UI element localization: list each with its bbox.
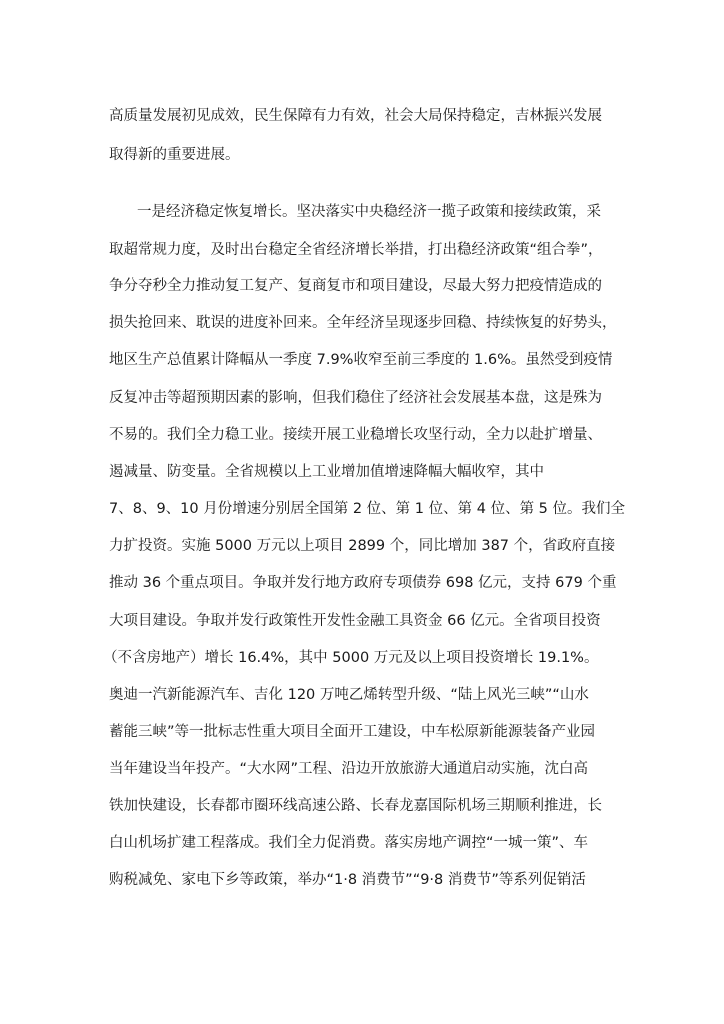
paragraph-line: 损失抢回来、耽误的进度补回来。全年经济呈现逐步回稳、持续恢复的好势头， (109, 315, 617, 331)
paragraph-line: 蓄能三峡”等一批标志性重大项目全面开工建设，中车松原新能源装备产业园 (109, 724, 596, 740)
paragraph-line: 大项目建设。争取并发行政策性开发性金融工具资金 66 亿元。全省项目投资 (109, 613, 601, 629)
paragraph-line: 高质量发展初见成效，民生保障有力有效，社会大局保持稳定，吉林振兴发展 (109, 108, 602, 124)
paragraph-line: 取得新的重要进展。 (109, 147, 240, 163)
paragraph-line: 取超常规力度，及时出台稳定全省经济增长举措，打出稳经济政策“组合拳”， (109, 242, 603, 258)
paragraph-line: （不含房地产）增长 16.4%，其中 5000 万元及以上项目投资增长 19.1%。 (103, 650, 599, 666)
paragraph-line: 力扩投资。实施 5000 万元以上项目 2899 个，同比增加 387 个，省政府直接 (109, 538, 616, 554)
paragraph-line: 遏减量、防变量。全省规模以上工业增加值增速降幅大幅收窄，其中 (109, 464, 544, 480)
paragraph-line: 争分夺秒全力推动复工复产、复商复市和项目建设，尽最大努力把疫情造成的 (109, 278, 602, 294)
paragraph-line: 不易的。我们全力稳工业。接续开展工业稳增长攻坚行动，全力以赴扩增量、 (109, 427, 602, 443)
paragraph-line: 购税减免、家电下乡等政策，举办“1·8 消费节”“9·8 消费节”等系列促销活 (109, 872, 586, 888)
paragraph-line: 反复冲击等超预期因素的影响，但我们稳住了经济社会发展基本盘，这是殊为 (109, 390, 602, 406)
paragraph-line: 铁加快建设，长春都市圈环线高速公路、长春龙嘉国际机场三期顺利推进，长 (109, 798, 602, 814)
paragraph-line: 白山机场扩建工程落成。我们全力促消费。落实房地产调控“一城一策”、车 (109, 835, 589, 851)
paragraph-line: 7、8、9、10 月份增速分别居全国第 2 位、第 1 位、第 4 位、第 5 位。我们全 (109, 501, 626, 517)
paragraph-line: 奥迪一汽新能源汽车、吉化 120 万吨乙烯转型升级、“陆上风光三峡”“山水 (109, 687, 589, 703)
paragraph-line-indented: 一是经济稳定恢复增长。坚决落实中央稳经济一揽子政策和接续政策，采 (137, 204, 601, 220)
paragraph-line: 地区生产总值累计降幅从一季度 7.9%收窄至前三季度的 1.6%。虽然受到疫情 (109, 352, 613, 368)
paragraph-line: 推动 36 个重点项目。争取并发行地方政府专项债券 698 亿元，支持 679 个重 (109, 575, 617, 591)
paragraph-line: 当年建设当年投产。“大水网”工程、沿边开放旅游大通道启动实施，沈白高 (109, 761, 589, 777)
